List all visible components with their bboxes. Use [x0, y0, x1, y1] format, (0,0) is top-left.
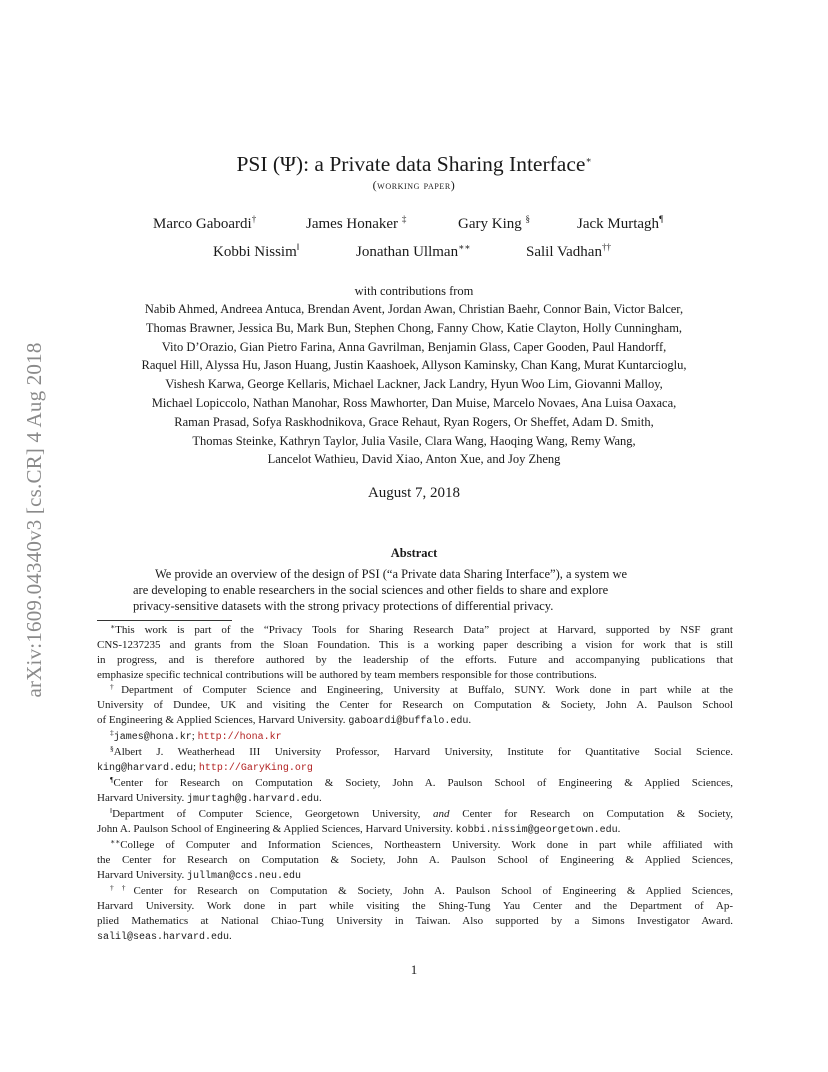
author-name: James Honaker — [306, 216, 402, 232]
contributor-line: Michael Lopiccolo, Nathan Manohar, Ross Mawhorter, Dan Muise, Marcelo Novaes, Ana Luisa Oaxaca, — [151, 395, 677, 410]
contributor-line: Thomas Steinke, Kathryn Taylor, Julia Vasile, Clara Wang, Haoqing Wang, Remy Wang, — [192, 433, 636, 448]
footnote-line — [97, 791, 733, 807]
footnote-line — [97, 868, 733, 884]
footnote-line — [97, 822, 733, 838]
contributor-line: Vishesh Karwa, George Kellaris, Michael Lackner, Jack Landry, Hyun Woo Lim, Giovanni Malloy, — [165, 377, 663, 392]
author-5 — [213, 244, 299, 261]
footnote-honaker — [97, 729, 733, 745]
footnote-line: CNS-1237235 and grants from the Sloan Foundation. This is a working paper describing a vision for work that is still — [97, 639, 733, 651]
author-3 — [458, 216, 530, 233]
footnote-emphasis: and — [433, 808, 450, 820]
paper-date: August 7, 2018 — [367, 485, 461, 501]
footnote-text: Harvard University. — [97, 869, 188, 881]
footnote-line — [97, 760, 733, 776]
url-king[interactable]: http://GaryKing.org — [198, 763, 313, 774]
author-mark: † — [251, 214, 257, 224]
footnote-text: of Engineering & Applied Sciences, Harvard University. — [97, 714, 349, 726]
footnote-line: University of Dundee, UK and visiting the Center for Research on Computation & Society, John A. Paulson School — [97, 699, 733, 711]
footnote-nissim — [97, 807, 733, 822]
footnote-mark: ‖ — [110, 806, 113, 815]
footnote-mark: ‡ — [110, 728, 114, 737]
title-footnote-mark: ∗ — [585, 154, 592, 165]
abstract-text — [133, 566, 695, 614]
author-mark: ¶ — [659, 214, 664, 224]
author-name: Kobbi Nissim — [213, 244, 297, 260]
footnote-line: the Center for Research on Computation & Society, John A. Paulson School of Engineering & Applied Sciences, — [97, 854, 733, 866]
arxiv-identifier: arXiv:1609.04340v3 [cs.CR] 4 Aug 2018 — [22, 342, 46, 698]
contributor-line: Nabib Ahmed, Andreea Antuca, Brendan Avent, Jordan Awan, Christian Baehr, Connor Bain, Victor Balcer, — [144, 302, 684, 316]
footnote-line: This work is part of the “Privacy Tools for Sharing Research Data” project at Harvard, supported by NSF grant — [115, 624, 733, 636]
footnote-line: emphasize specific technical contributions will be authored by team members responsible for those contributions. — [97, 669, 597, 681]
author-mark: § — [525, 214, 530, 224]
footnote-ullman — [97, 838, 733, 853]
paper-subtitle: (working paper) — [372, 178, 456, 192]
author-7 — [526, 244, 611, 261]
footnote-text: ; — [191, 730, 198, 742]
footnote-line: in progress, and is therefore authored by the leadership of the efforts. Future and accompanying publications that — [97, 654, 733, 666]
footnote-line: Center for Research on Computation & Society, John A. Paulson School of Engineering & Applied Sciences, — [113, 777, 733, 789]
author-name: Jack Murtagh — [577, 216, 660, 232]
email-king[interactable]: king@harvard.edu — [97, 763, 194, 774]
footnote-text: . — [319, 792, 322, 804]
email-vadhan[interactable]: salil@seas.harvard.edu — [97, 932, 230, 943]
footnote-mark: § — [110, 744, 114, 753]
footnote-vadhan — [97, 884, 733, 899]
page-number: 1 — [410, 962, 418, 977]
abstract-heading: Abstract — [390, 546, 438, 560]
email-honaker[interactable]: james@hona.kr — [113, 732, 192, 743]
email-ullman[interactable]: jullman@ccs.neu.edu — [187, 871, 302, 882]
abstract-line: are developing to enable researchers in the social sciences and other fields to share and explore — [133, 583, 609, 597]
author-name: Jonathan Ullman — [356, 244, 459, 260]
contributor-line: Vito D’Orazio, Gian Pietro Farina, Anna Gavrilman, Benjamin Glass, Caper Gooden, Paul Handorff, — [161, 339, 667, 354]
author-2 — [306, 216, 406, 233]
footnote-line: Department of Computer Science and Engineering, University at Buffalo, SUNY. Work done in part while at the — [121, 684, 734, 696]
abstract-line: privacy-sensitive datasets with the strong privacy protections of differential privacy. — [133, 599, 554, 613]
footnote-line — [97, 713, 733, 729]
footnote-funding — [97, 623, 733, 638]
contributor-line: Lancelot Wathieu, David Xiao, Anton Xue, and Joy Zheng — [267, 452, 561, 467]
footnote-gaboardi — [97, 683, 733, 698]
author-name: Gary King — [458, 216, 526, 232]
footnote-text: John A. Paulson School of Engineering & Applied Sciences, Harvard University. — [97, 823, 456, 835]
author-6 — [356, 244, 470, 261]
footnote-line: Albert J. Weatherhead III University Professor, Harvard University, Institute for Quantitative Social Science. — [113, 746, 733, 758]
footnotes — [97, 623, 733, 945]
footnote-text: . — [229, 930, 232, 942]
author-mark: ‡ — [401, 214, 407, 224]
contributions-heading: with contributions from — [354, 284, 474, 298]
footnote-mark: ∗ — [110, 622, 116, 631]
footnote-text: Department of Computer Science, Georgetown University, — [112, 808, 434, 820]
footnote-line: Center for Research on Computation & Society, John A. Paulson School of Engineering & Applied Sciences, — [133, 885, 734, 897]
contributor-list — [0, 300, 828, 469]
author-name: Marco Gaboardi — [153, 216, 252, 232]
email-gaboardi[interactable]: gaboardi@buffalo.edu — [348, 716, 469, 727]
footnote-line — [97, 929, 733, 945]
footnote-line: College of Computer and Information Sciences, Northeastern University. Work done in part while affiliated with — [120, 839, 733, 851]
author-1 — [153, 216, 256, 233]
author-name: Salil Vadhan — [526, 244, 602, 260]
abstract-line: We provide an overview of the design of PSI (“a Private data Sharing Interface”), a system we — [155, 567, 628, 581]
paper-title — [0, 152, 828, 177]
title-text: PSI (Ψ): a Private data Sharing Interface — [236, 152, 586, 176]
footnote-text: . — [617, 823, 621, 835]
author-4 — [577, 216, 663, 233]
footnote-mark: ∗∗ — [110, 837, 121, 846]
contributor-line: Thomas Brawner, Jessica Bu, Mark Bun, Stephen Chong, Fanny Chow, Katie Clayton, Holly Cunningham, — [145, 320, 683, 335]
contributor-line: Raquel Hill, Alyssa Hu, Jason Huang, Justin Kaashoek, Allyson Kaminsky, Chan Kang, Murat Kuntarcioglu, — [141, 358, 687, 373]
footnote-murtagh — [97, 776, 733, 791]
footnote-mark: ¶ — [110, 775, 114, 784]
email-nissim[interactable]: kobbi.nissim@georgetown.edu — [455, 825, 618, 836]
email-murtagh[interactable]: jmurtagh@g.harvard.edu — [187, 794, 320, 805]
footnote-line: Harvard University. Work done in part while visiting the Shing-Tung Yau Center and the Department of Ap- — [97, 900, 733, 912]
footnote-text: Harvard University. — [97, 792, 188, 804]
author-mark: ∗∗ — [458, 242, 471, 252]
url-honaker[interactable]: http://hona.kr — [197, 732, 282, 743]
footnote-line: plied Mathematics at National Chiao-Tung University in Taiwan. Also supported by a Simons Investigator Award. — [97, 915, 733, 927]
footnote-text: . — [468, 714, 472, 726]
footnote-text: ; — [193, 761, 199, 773]
contributor-line: Raman Prasad, Sofya Raskhodnikova, Grace Rehaut, Ryan Rogers, Or Sheffet, Adam D. Smith, — [174, 414, 654, 429]
footnote-mark: †† — [110, 883, 134, 892]
footnote-text: Center for Research on Computation & Society, — [449, 808, 733, 820]
author-mark: †† — [601, 242, 611, 252]
footnote-king — [97, 745, 733, 760]
author-mark: ‖ — [296, 242, 300, 252]
footnote-mark: † — [110, 682, 122, 691]
footnote-divider — [97, 620, 232, 621]
